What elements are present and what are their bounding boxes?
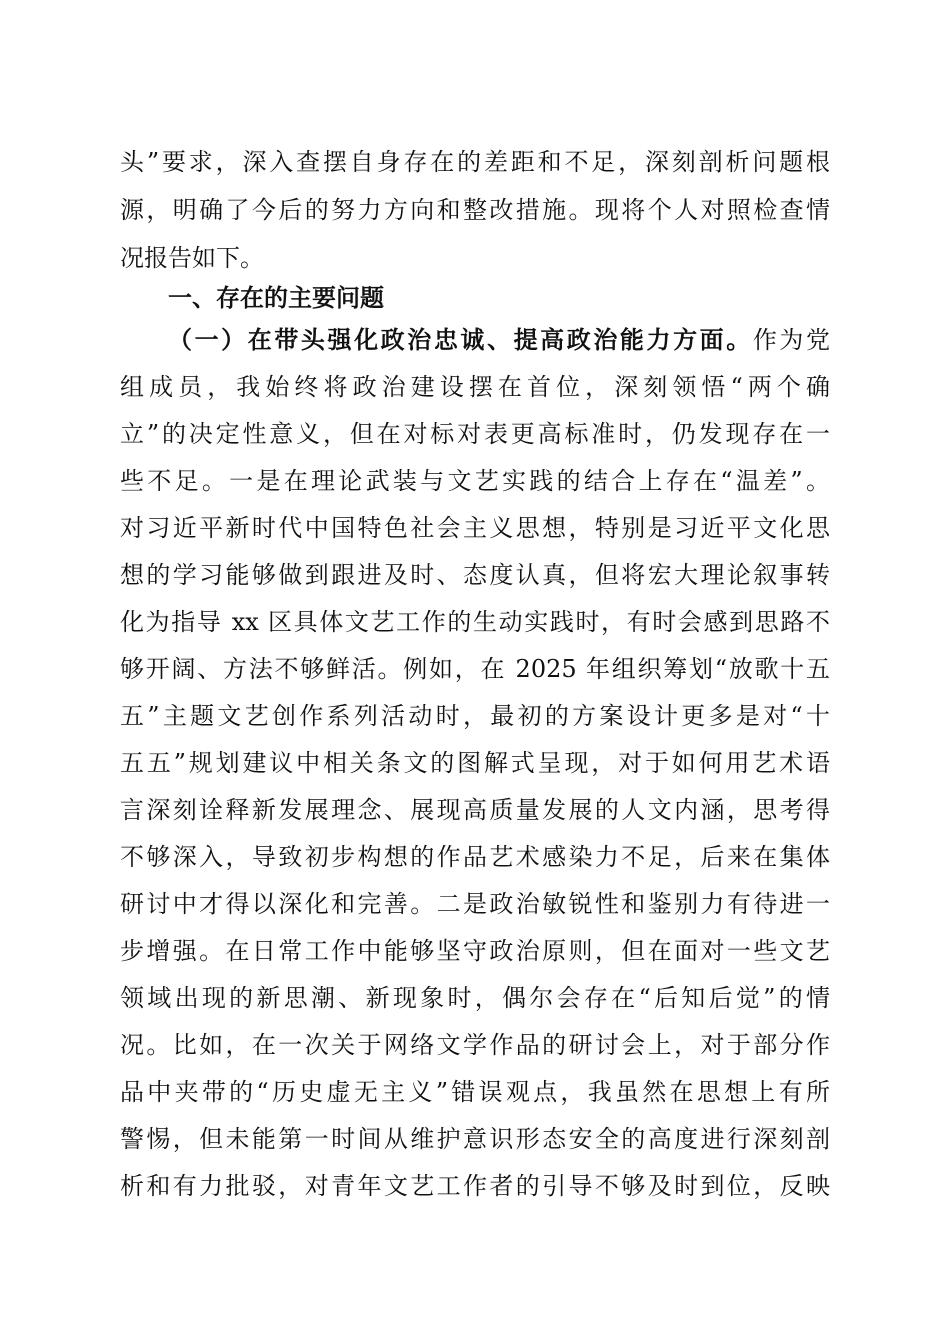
body-line: 言深刻诠释新发展理念、展现高质量发展的人文内涵，思考得	[120, 796, 830, 824]
body-line: 些不足。一是在理论武装与文艺实践的结合上存在“温差”。	[120, 467, 830, 495]
body-line: 对习近平新时代中国特色社会主义思想，特别是习近平文化思	[120, 514, 830, 542]
intro-line: 头”要求，深入查摆自身存在的差距和不足，深刻剖析问题根	[120, 148, 830, 176]
body-line: 领域出现的新思潮、新现象时，偶尔会存在“后知后觉”的情	[120, 984, 830, 1012]
intro-line: 源，明确了今后的努力方向和整改措施。现将个人对照检查情	[120, 196, 830, 224]
body-line: 化为指导 xx 区具体文艺工作的生动实践时，有时会感到思路不	[120, 608, 830, 636]
body-line: 够开阔、方法不够鲜活。例如，在 2025 年组织筹划“放歌十五	[120, 655, 830, 683]
subsection-first-line-text: 作为党	[752, 326, 831, 354]
body-line: 况。比如，在一次关于网络文学作品的研讨会上，对于部分作	[120, 1031, 830, 1059]
subsection-heading: （一）在带头强化政治忠诚、提高政治能力方面。	[168, 326, 753, 354]
body-line: 析和有力批驳，对青年文艺工作者的引导不够及时到位，反映	[120, 1172, 830, 1200]
body-line: 立”的决定性意义，但在对标对表更高标准时，仍发现存在一	[120, 420, 830, 448]
body-line: 想的学习能够做到跟进及时、态度认真，但将宏大理论叙事转	[120, 561, 830, 589]
subsection-first-line	[168, 325, 830, 355]
section-heading: 一、存在的主要问题	[168, 284, 384, 312]
body-line: 警惕，但未能第一时间从维护意识形态安全的高度进行深刻剖	[120, 1125, 830, 1153]
body-line: 组成员，我始终将政治建设摆在首位，深刻领悟“两个确	[120, 373, 830, 401]
intro-line: 况报告如下。	[120, 244, 264, 272]
body-line: 五”主题文艺创作系列活动时，最初的方案设计更多是对“十	[120, 702, 830, 730]
body-line: 不够深入，导致初步构想的作品艺术感染力不足，后来在集体	[120, 843, 830, 871]
body-line: 步增强。在日常工作中能够坚守政治原则，但在面对一些文艺	[120, 937, 830, 965]
body-line: 五五”规划建议中相关条文的图解式呈现，对于如何用艺术语	[120, 749, 830, 777]
body-line: 品中夹带的“历史虚无主义”错误观点，我虽然在思想上有所	[120, 1078, 830, 1106]
body-line: 研讨中才得以深化和完善。二是政治敏锐性和鉴别力有待进一	[120, 890, 830, 918]
